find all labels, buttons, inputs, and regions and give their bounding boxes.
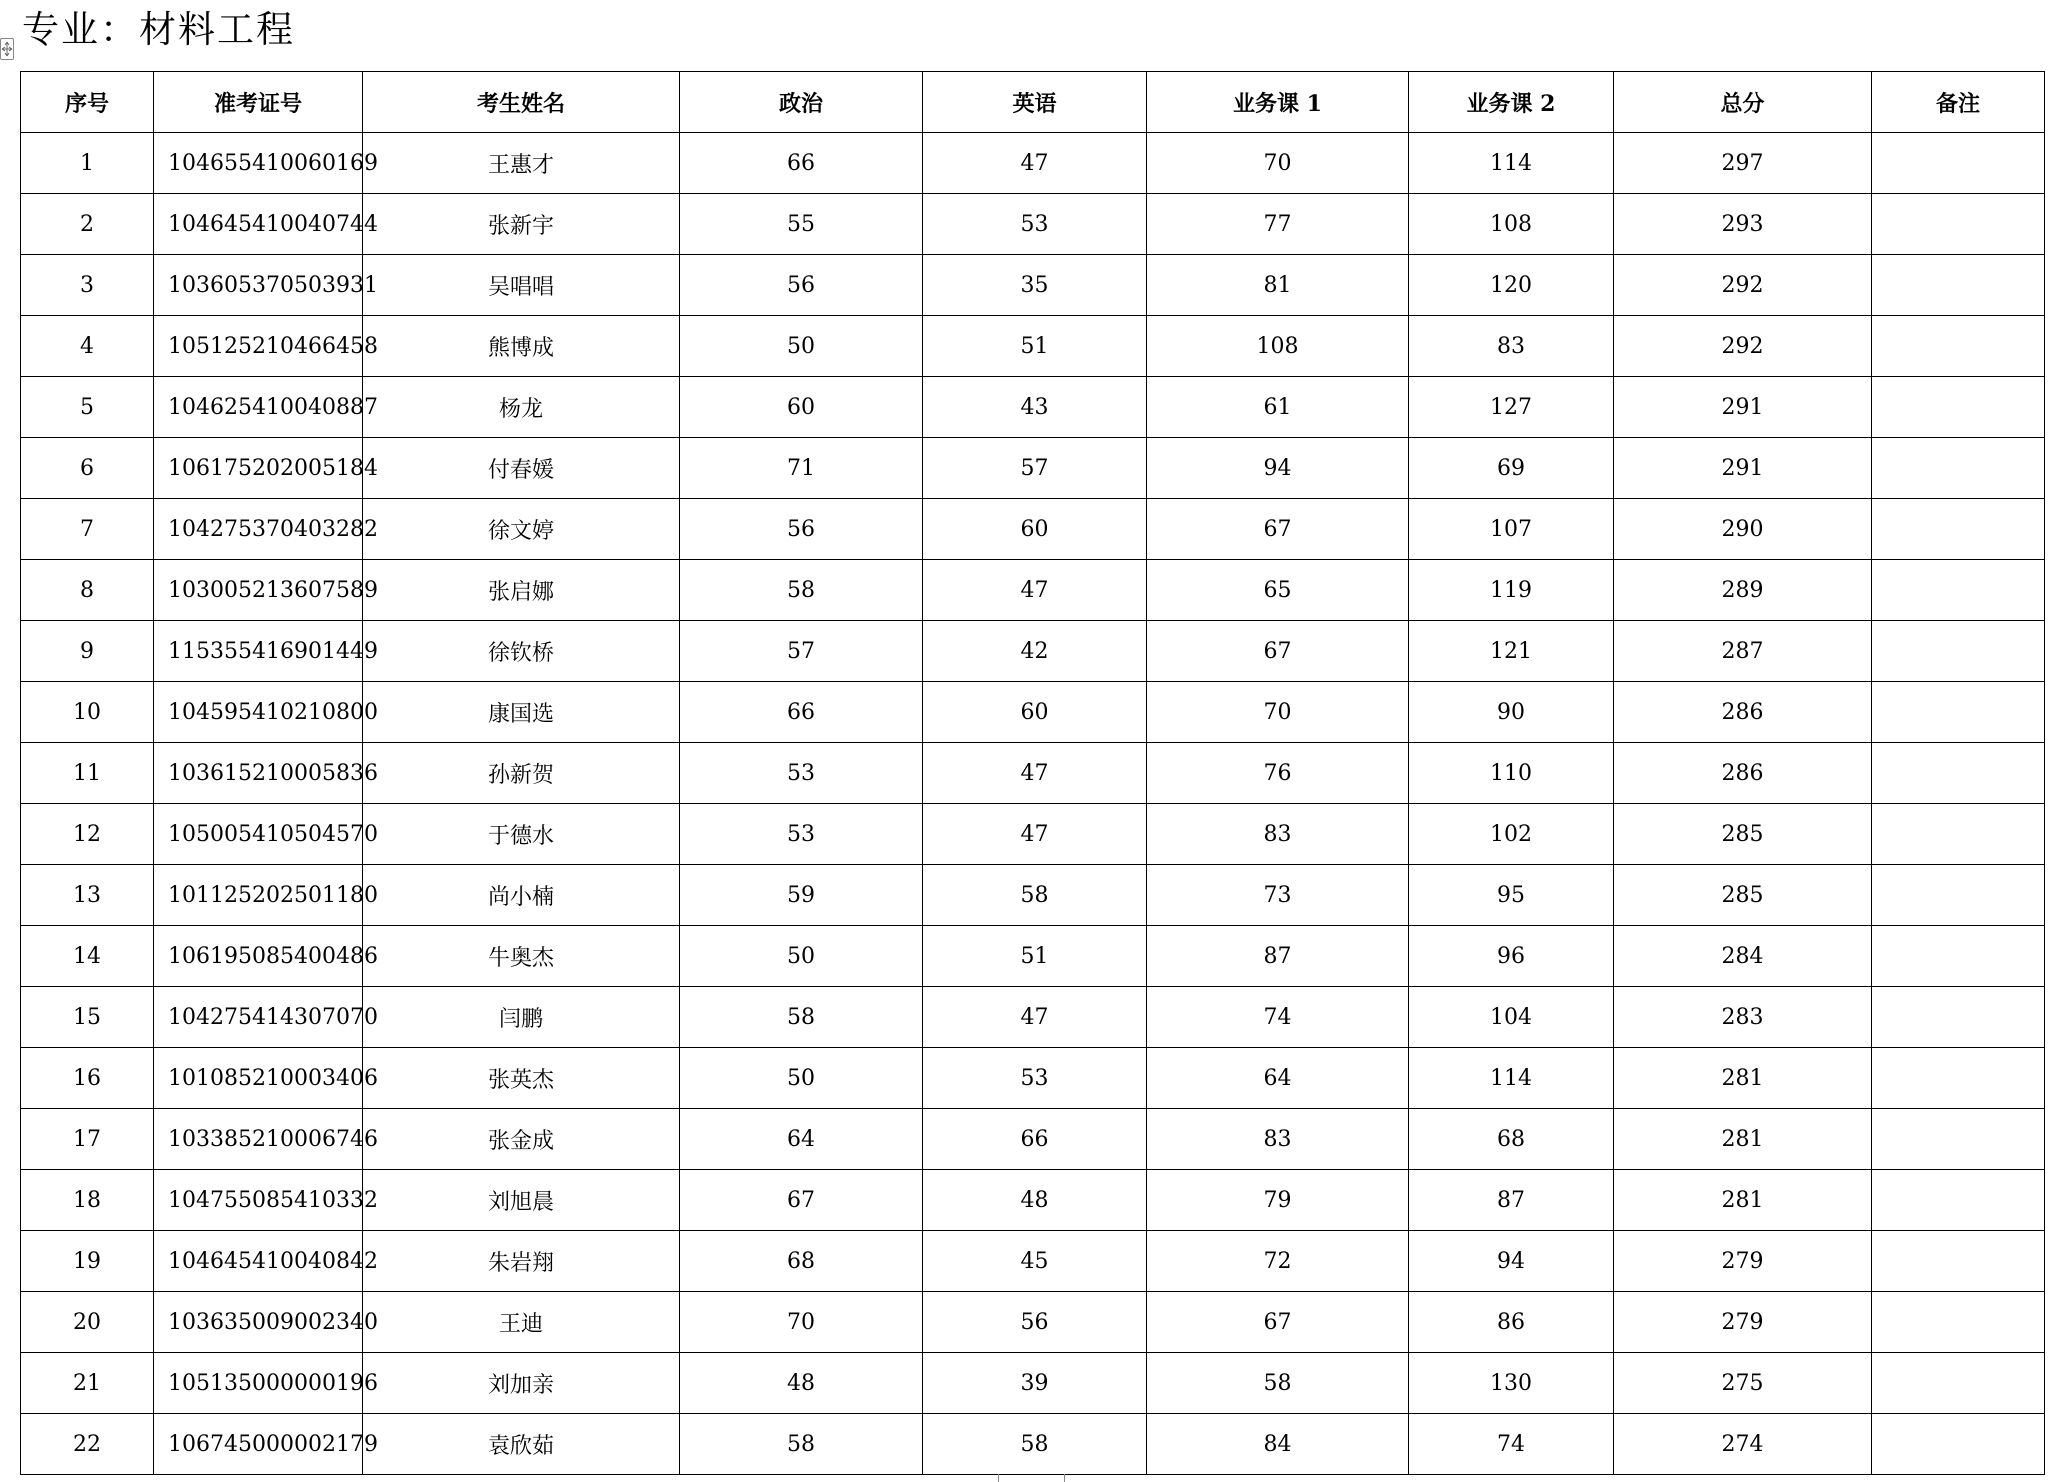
cell-col-remarks bbox=[1872, 743, 2045, 804]
cell-col-politics: 53 bbox=[680, 743, 923, 804]
cell-col-remarks bbox=[1872, 987, 2045, 1048]
cell-col-exam-id: 103385210006746 bbox=[154, 1109, 363, 1170]
cell-col-subject-2: 95 bbox=[1409, 865, 1614, 926]
cell-col-exam-id: 103005213607589 bbox=[154, 560, 363, 621]
ruler-mark bbox=[998, 1474, 999, 1482]
cell-col-name: 付春媛 bbox=[363, 438, 680, 499]
cell-col-politics: 60 bbox=[680, 377, 923, 438]
cell-col-politics: 55 bbox=[680, 194, 923, 255]
cell-col-remarks bbox=[1872, 1109, 2045, 1170]
cell-col-english: 47 bbox=[923, 987, 1147, 1048]
cell-col-remarks bbox=[1872, 865, 2045, 926]
cell-col-subject-1: 67 bbox=[1147, 621, 1409, 682]
cell-col-index: 16 bbox=[21, 1048, 154, 1109]
cell-col-total: 284 bbox=[1614, 926, 1872, 987]
cell-col-subject-2: 69 bbox=[1409, 438, 1614, 499]
table-row bbox=[21, 560, 2045, 621]
cell-col-subject-2: 94 bbox=[1409, 1231, 1614, 1292]
cell-col-total: 289 bbox=[1614, 560, 1872, 621]
header-col-remarks: 备注 bbox=[1872, 72, 2045, 133]
cell-col-total: 279 bbox=[1614, 1292, 1872, 1353]
cell-col-subject-1: 108 bbox=[1147, 316, 1409, 377]
cell-col-exam-id: 105135000000196 bbox=[154, 1353, 363, 1414]
cell-col-remarks bbox=[1872, 1353, 2045, 1414]
cell-col-name: 闫鹏 bbox=[363, 987, 680, 1048]
header-col-total: 总分 bbox=[1614, 72, 1872, 133]
cell-col-index: 8 bbox=[21, 560, 154, 621]
cell-col-politics: 50 bbox=[680, 926, 923, 987]
cell-col-subject-2: 119 bbox=[1409, 560, 1614, 621]
cell-col-subject-2: 114 bbox=[1409, 133, 1614, 194]
cell-col-politics: 64 bbox=[680, 1109, 923, 1170]
cell-col-politics: 56 bbox=[680, 255, 923, 316]
cell-col-index: 3 bbox=[21, 255, 154, 316]
cell-col-name: 张启娜 bbox=[363, 560, 680, 621]
cell-col-index: 2 bbox=[21, 194, 154, 255]
header-col-exam-id: 准考证号 bbox=[154, 72, 363, 133]
cell-col-subject-1: 61 bbox=[1147, 377, 1409, 438]
cell-col-subject-1: 79 bbox=[1147, 1170, 1409, 1231]
cell-col-subject-1: 65 bbox=[1147, 560, 1409, 621]
cell-col-remarks bbox=[1872, 682, 2045, 743]
cell-col-total: 274 bbox=[1614, 1414, 1872, 1475]
cell-col-subject-1: 67 bbox=[1147, 1292, 1409, 1353]
table-row bbox=[21, 194, 2045, 255]
cell-col-exam-id: 115355416901449 bbox=[154, 621, 363, 682]
header-col-index: 序号 bbox=[21, 72, 154, 133]
header-col-name: 考生姓名 bbox=[363, 72, 680, 133]
cell-col-exam-id: 106745000002179 bbox=[154, 1414, 363, 1475]
cell-col-politics: 58 bbox=[680, 987, 923, 1048]
cell-col-politics: 58 bbox=[680, 560, 923, 621]
cell-col-index: 13 bbox=[21, 865, 154, 926]
header-col-politics: 政治 bbox=[680, 72, 923, 133]
cell-col-subject-1: 83 bbox=[1147, 1109, 1409, 1170]
cell-col-subject-2: 120 bbox=[1409, 255, 1614, 316]
table-row bbox=[21, 1353, 2045, 1414]
cell-col-remarks bbox=[1872, 804, 2045, 865]
cell-col-exam-id: 101125202501180 bbox=[154, 865, 363, 926]
cell-col-english: 47 bbox=[923, 133, 1147, 194]
page-title: 专业：材料工程 bbox=[22, 8, 295, 51]
cell-col-remarks bbox=[1872, 316, 2045, 377]
cell-col-total: 285 bbox=[1614, 804, 1872, 865]
table-row bbox=[21, 865, 2045, 926]
cell-col-subject-1: 70 bbox=[1147, 133, 1409, 194]
cell-col-remarks bbox=[1872, 621, 2045, 682]
cell-col-english: 51 bbox=[923, 926, 1147, 987]
cell-col-name: 刘旭晨 bbox=[363, 1170, 680, 1231]
cell-col-english: 43 bbox=[923, 377, 1147, 438]
cell-col-total: 292 bbox=[1614, 255, 1872, 316]
cell-col-name: 尚小楠 bbox=[363, 865, 680, 926]
cell-col-politics: 66 bbox=[680, 682, 923, 743]
cell-col-total: 290 bbox=[1614, 499, 1872, 560]
cell-col-exam-id: 105005410504570 bbox=[154, 804, 363, 865]
cell-col-subject-1: 94 bbox=[1147, 438, 1409, 499]
cell-col-english: 47 bbox=[923, 743, 1147, 804]
cell-col-name: 杨龙 bbox=[363, 377, 680, 438]
cell-col-subject-2: 114 bbox=[1409, 1048, 1614, 1109]
cell-col-name: 张英杰 bbox=[363, 1048, 680, 1109]
cell-col-exam-id: 104275370403282 bbox=[154, 499, 363, 560]
cell-col-index: 15 bbox=[21, 987, 154, 1048]
cell-col-subject-2: 127 bbox=[1409, 377, 1614, 438]
cell-col-politics: 66 bbox=[680, 133, 923, 194]
cell-col-exam-id: 104645410040744 bbox=[154, 194, 363, 255]
cell-col-english: 57 bbox=[923, 438, 1147, 499]
cell-col-total: 297 bbox=[1614, 133, 1872, 194]
cell-col-name: 王迪 bbox=[363, 1292, 680, 1353]
score-table bbox=[20, 71, 2045, 1475]
cell-col-subject-2: 86 bbox=[1409, 1292, 1614, 1353]
cell-col-remarks bbox=[1872, 1292, 2045, 1353]
cell-col-total: 286 bbox=[1614, 743, 1872, 804]
cell-col-politics: 57 bbox=[680, 621, 923, 682]
cell-col-english: 39 bbox=[923, 1353, 1147, 1414]
cell-col-exam-id: 104655410060169 bbox=[154, 133, 363, 194]
cell-col-subject-2: 110 bbox=[1409, 743, 1614, 804]
cell-col-total: 281 bbox=[1614, 1170, 1872, 1231]
cell-col-subject-2: 130 bbox=[1409, 1353, 1614, 1414]
table-row bbox=[21, 255, 2045, 316]
cell-col-politics: 50 bbox=[680, 316, 923, 377]
cell-col-index: 7 bbox=[21, 499, 154, 560]
table-row bbox=[21, 1109, 2045, 1170]
table-row bbox=[21, 621, 2045, 682]
cell-col-name: 朱岩翔 bbox=[363, 1231, 680, 1292]
cell-col-exam-id: 104625410040887 bbox=[154, 377, 363, 438]
cell-col-politics: 59 bbox=[680, 865, 923, 926]
cell-col-total: 275 bbox=[1614, 1353, 1872, 1414]
cell-col-index: 21 bbox=[21, 1353, 154, 1414]
cell-col-index: 12 bbox=[21, 804, 154, 865]
cell-col-total: 281 bbox=[1614, 1109, 1872, 1170]
cell-col-remarks bbox=[1872, 1231, 2045, 1292]
cell-col-total: 279 bbox=[1614, 1231, 1872, 1292]
cell-col-english: 51 bbox=[923, 316, 1147, 377]
move-icon[interactable] bbox=[0, 38, 14, 60]
cell-col-name: 徐钦桥 bbox=[363, 621, 680, 682]
cell-col-exam-id: 103615210005836 bbox=[154, 743, 363, 804]
cell-col-index: 17 bbox=[21, 1109, 154, 1170]
cell-col-subject-1: 70 bbox=[1147, 682, 1409, 743]
cell-col-index: 5 bbox=[21, 377, 154, 438]
cell-col-english: 58 bbox=[923, 1414, 1147, 1475]
cell-col-english: 58 bbox=[923, 865, 1147, 926]
cell-col-remarks bbox=[1872, 133, 2045, 194]
cell-col-politics: 67 bbox=[680, 1170, 923, 1231]
cell-col-politics: 70 bbox=[680, 1292, 923, 1353]
cell-col-english: 66 bbox=[923, 1109, 1147, 1170]
cell-col-name: 张新宇 bbox=[363, 194, 680, 255]
table-body bbox=[21, 133, 2045, 1475]
cell-col-remarks bbox=[1872, 1048, 2045, 1109]
table-row bbox=[21, 804, 2045, 865]
cell-col-total: 291 bbox=[1614, 377, 1872, 438]
cell-col-subject-1: 87 bbox=[1147, 926, 1409, 987]
cell-col-english: 42 bbox=[923, 621, 1147, 682]
cell-col-index: 4 bbox=[21, 316, 154, 377]
cell-col-total: 292 bbox=[1614, 316, 1872, 377]
cell-col-name: 牛奥杰 bbox=[363, 926, 680, 987]
table-row bbox=[21, 1292, 2045, 1353]
cell-col-exam-id: 104645410040842 bbox=[154, 1231, 363, 1292]
ruler-mark bbox=[1064, 1474, 1065, 1482]
cell-col-exam-id: 103635009002340 bbox=[154, 1292, 363, 1353]
cell-col-subject-1: 81 bbox=[1147, 255, 1409, 316]
cell-col-total: 283 bbox=[1614, 987, 1872, 1048]
cell-col-exam-id: 101085210003406 bbox=[154, 1048, 363, 1109]
table-row bbox=[21, 743, 2045, 804]
cell-col-index: 14 bbox=[21, 926, 154, 987]
cell-col-remarks bbox=[1872, 377, 2045, 438]
cell-col-index: 20 bbox=[21, 1292, 154, 1353]
cell-col-remarks bbox=[1872, 499, 2045, 560]
table-row bbox=[21, 1048, 2045, 1109]
cell-col-exam-id: 105125210466458 bbox=[154, 316, 363, 377]
cell-col-english: 47 bbox=[923, 804, 1147, 865]
cell-col-english: 48 bbox=[923, 1170, 1147, 1231]
cell-col-english: 47 bbox=[923, 560, 1147, 621]
cell-col-subject-1: 76 bbox=[1147, 743, 1409, 804]
cell-col-index: 22 bbox=[21, 1414, 154, 1475]
header-col-english: 英语 bbox=[923, 72, 1147, 133]
cell-col-name: 孙新贺 bbox=[363, 743, 680, 804]
cell-col-remarks bbox=[1872, 1414, 2045, 1475]
cell-col-politics: 50 bbox=[680, 1048, 923, 1109]
cell-col-politics: 53 bbox=[680, 804, 923, 865]
cell-col-english: 60 bbox=[923, 682, 1147, 743]
table-header-row bbox=[21, 72, 2045, 133]
cell-col-exam-id: 104275414307070 bbox=[154, 987, 363, 1048]
cell-col-subject-2: 107 bbox=[1409, 499, 1614, 560]
cell-col-subject-2: 121 bbox=[1409, 621, 1614, 682]
table-row bbox=[21, 1170, 2045, 1231]
table-row bbox=[21, 438, 2045, 499]
cell-col-subject-2: 87 bbox=[1409, 1170, 1614, 1231]
cell-col-subject-1: 84 bbox=[1147, 1414, 1409, 1475]
cell-col-total: 285 bbox=[1614, 865, 1872, 926]
table-row bbox=[21, 133, 2045, 194]
cell-col-remarks bbox=[1872, 560, 2045, 621]
table-row bbox=[21, 926, 2045, 987]
cell-col-remarks bbox=[1872, 194, 2045, 255]
cell-col-total: 281 bbox=[1614, 1048, 1872, 1109]
cell-col-total: 293 bbox=[1614, 194, 1872, 255]
cell-col-subject-1: 73 bbox=[1147, 865, 1409, 926]
cell-col-name: 康国选 bbox=[363, 682, 680, 743]
cell-col-subject-2: 68 bbox=[1409, 1109, 1614, 1170]
cell-col-english: 45 bbox=[923, 1231, 1147, 1292]
cell-col-remarks bbox=[1872, 438, 2045, 499]
cell-col-exam-id: 103605370503931 bbox=[154, 255, 363, 316]
cell-col-subject-2: 102 bbox=[1409, 804, 1614, 865]
cell-col-subject-2: 96 bbox=[1409, 926, 1614, 987]
cell-col-index: 9 bbox=[21, 621, 154, 682]
cell-col-politics: 68 bbox=[680, 1231, 923, 1292]
cell-col-politics: 71 bbox=[680, 438, 923, 499]
cell-col-total: 291 bbox=[1614, 438, 1872, 499]
cell-col-english: 56 bbox=[923, 1292, 1147, 1353]
cell-col-subject-1: 83 bbox=[1147, 804, 1409, 865]
table-row bbox=[21, 316, 2045, 377]
cell-col-subject-1: 64 bbox=[1147, 1048, 1409, 1109]
table-row bbox=[21, 1231, 2045, 1292]
cell-col-exam-id: 106175202005184 bbox=[154, 438, 363, 499]
cell-col-total: 287 bbox=[1614, 621, 1872, 682]
cell-col-name: 熊博成 bbox=[363, 316, 680, 377]
table-row bbox=[21, 682, 2045, 743]
header-col-subject-1: 业务课 1 bbox=[1147, 72, 1409, 133]
cell-col-index: 10 bbox=[21, 682, 154, 743]
table-row bbox=[21, 1414, 2045, 1475]
cell-col-subject-2: 74 bbox=[1409, 1414, 1614, 1475]
cell-col-index: 11 bbox=[21, 743, 154, 804]
cell-col-index: 6 bbox=[21, 438, 154, 499]
cell-col-remarks bbox=[1872, 926, 2045, 987]
cell-col-english: 35 bbox=[923, 255, 1147, 316]
cell-col-name: 刘加亲 bbox=[363, 1353, 680, 1414]
cell-col-subject-1: 72 bbox=[1147, 1231, 1409, 1292]
cell-col-subject-2: 83 bbox=[1409, 316, 1614, 377]
cell-col-name: 徐文婷 bbox=[363, 499, 680, 560]
cell-col-english: 60 bbox=[923, 499, 1147, 560]
cell-col-exam-id: 104595410210800 bbox=[154, 682, 363, 743]
cell-col-subject-2: 104 bbox=[1409, 987, 1614, 1048]
cell-col-subject-1: 67 bbox=[1147, 499, 1409, 560]
cell-col-politics: 56 bbox=[680, 499, 923, 560]
cell-col-name: 张金成 bbox=[363, 1109, 680, 1170]
cell-col-subject-2: 108 bbox=[1409, 194, 1614, 255]
cell-col-exam-id: 106195085400486 bbox=[154, 926, 363, 987]
cell-col-subject-1: 74 bbox=[1147, 987, 1409, 1048]
cell-col-remarks bbox=[1872, 1170, 2045, 1231]
cell-col-politics: 48 bbox=[680, 1353, 923, 1414]
cell-col-name: 于德水 bbox=[363, 804, 680, 865]
cell-col-index: 18 bbox=[21, 1170, 154, 1231]
cell-col-index: 1 bbox=[21, 133, 154, 194]
table-row bbox=[21, 499, 2045, 560]
cell-col-subject-1: 77 bbox=[1147, 194, 1409, 255]
cell-col-name: 王惠才 bbox=[363, 133, 680, 194]
header-col-subject-2: 业务课 2 bbox=[1409, 72, 1614, 133]
cell-col-english: 53 bbox=[923, 194, 1147, 255]
cell-col-total: 286 bbox=[1614, 682, 1872, 743]
cell-col-name: 吴唱唱 bbox=[363, 255, 680, 316]
cell-col-index: 19 bbox=[21, 1231, 154, 1292]
cell-col-subject-2: 90 bbox=[1409, 682, 1614, 743]
table-row bbox=[21, 377, 2045, 438]
cell-col-exam-id: 104755085410332 bbox=[154, 1170, 363, 1231]
cell-col-english: 53 bbox=[923, 1048, 1147, 1109]
cell-col-politics: 58 bbox=[680, 1414, 923, 1475]
cell-col-remarks bbox=[1872, 255, 2045, 316]
cell-col-subject-1: 58 bbox=[1147, 1353, 1409, 1414]
table-row bbox=[21, 987, 2045, 1048]
cell-col-name: 袁欣茹 bbox=[363, 1414, 680, 1475]
